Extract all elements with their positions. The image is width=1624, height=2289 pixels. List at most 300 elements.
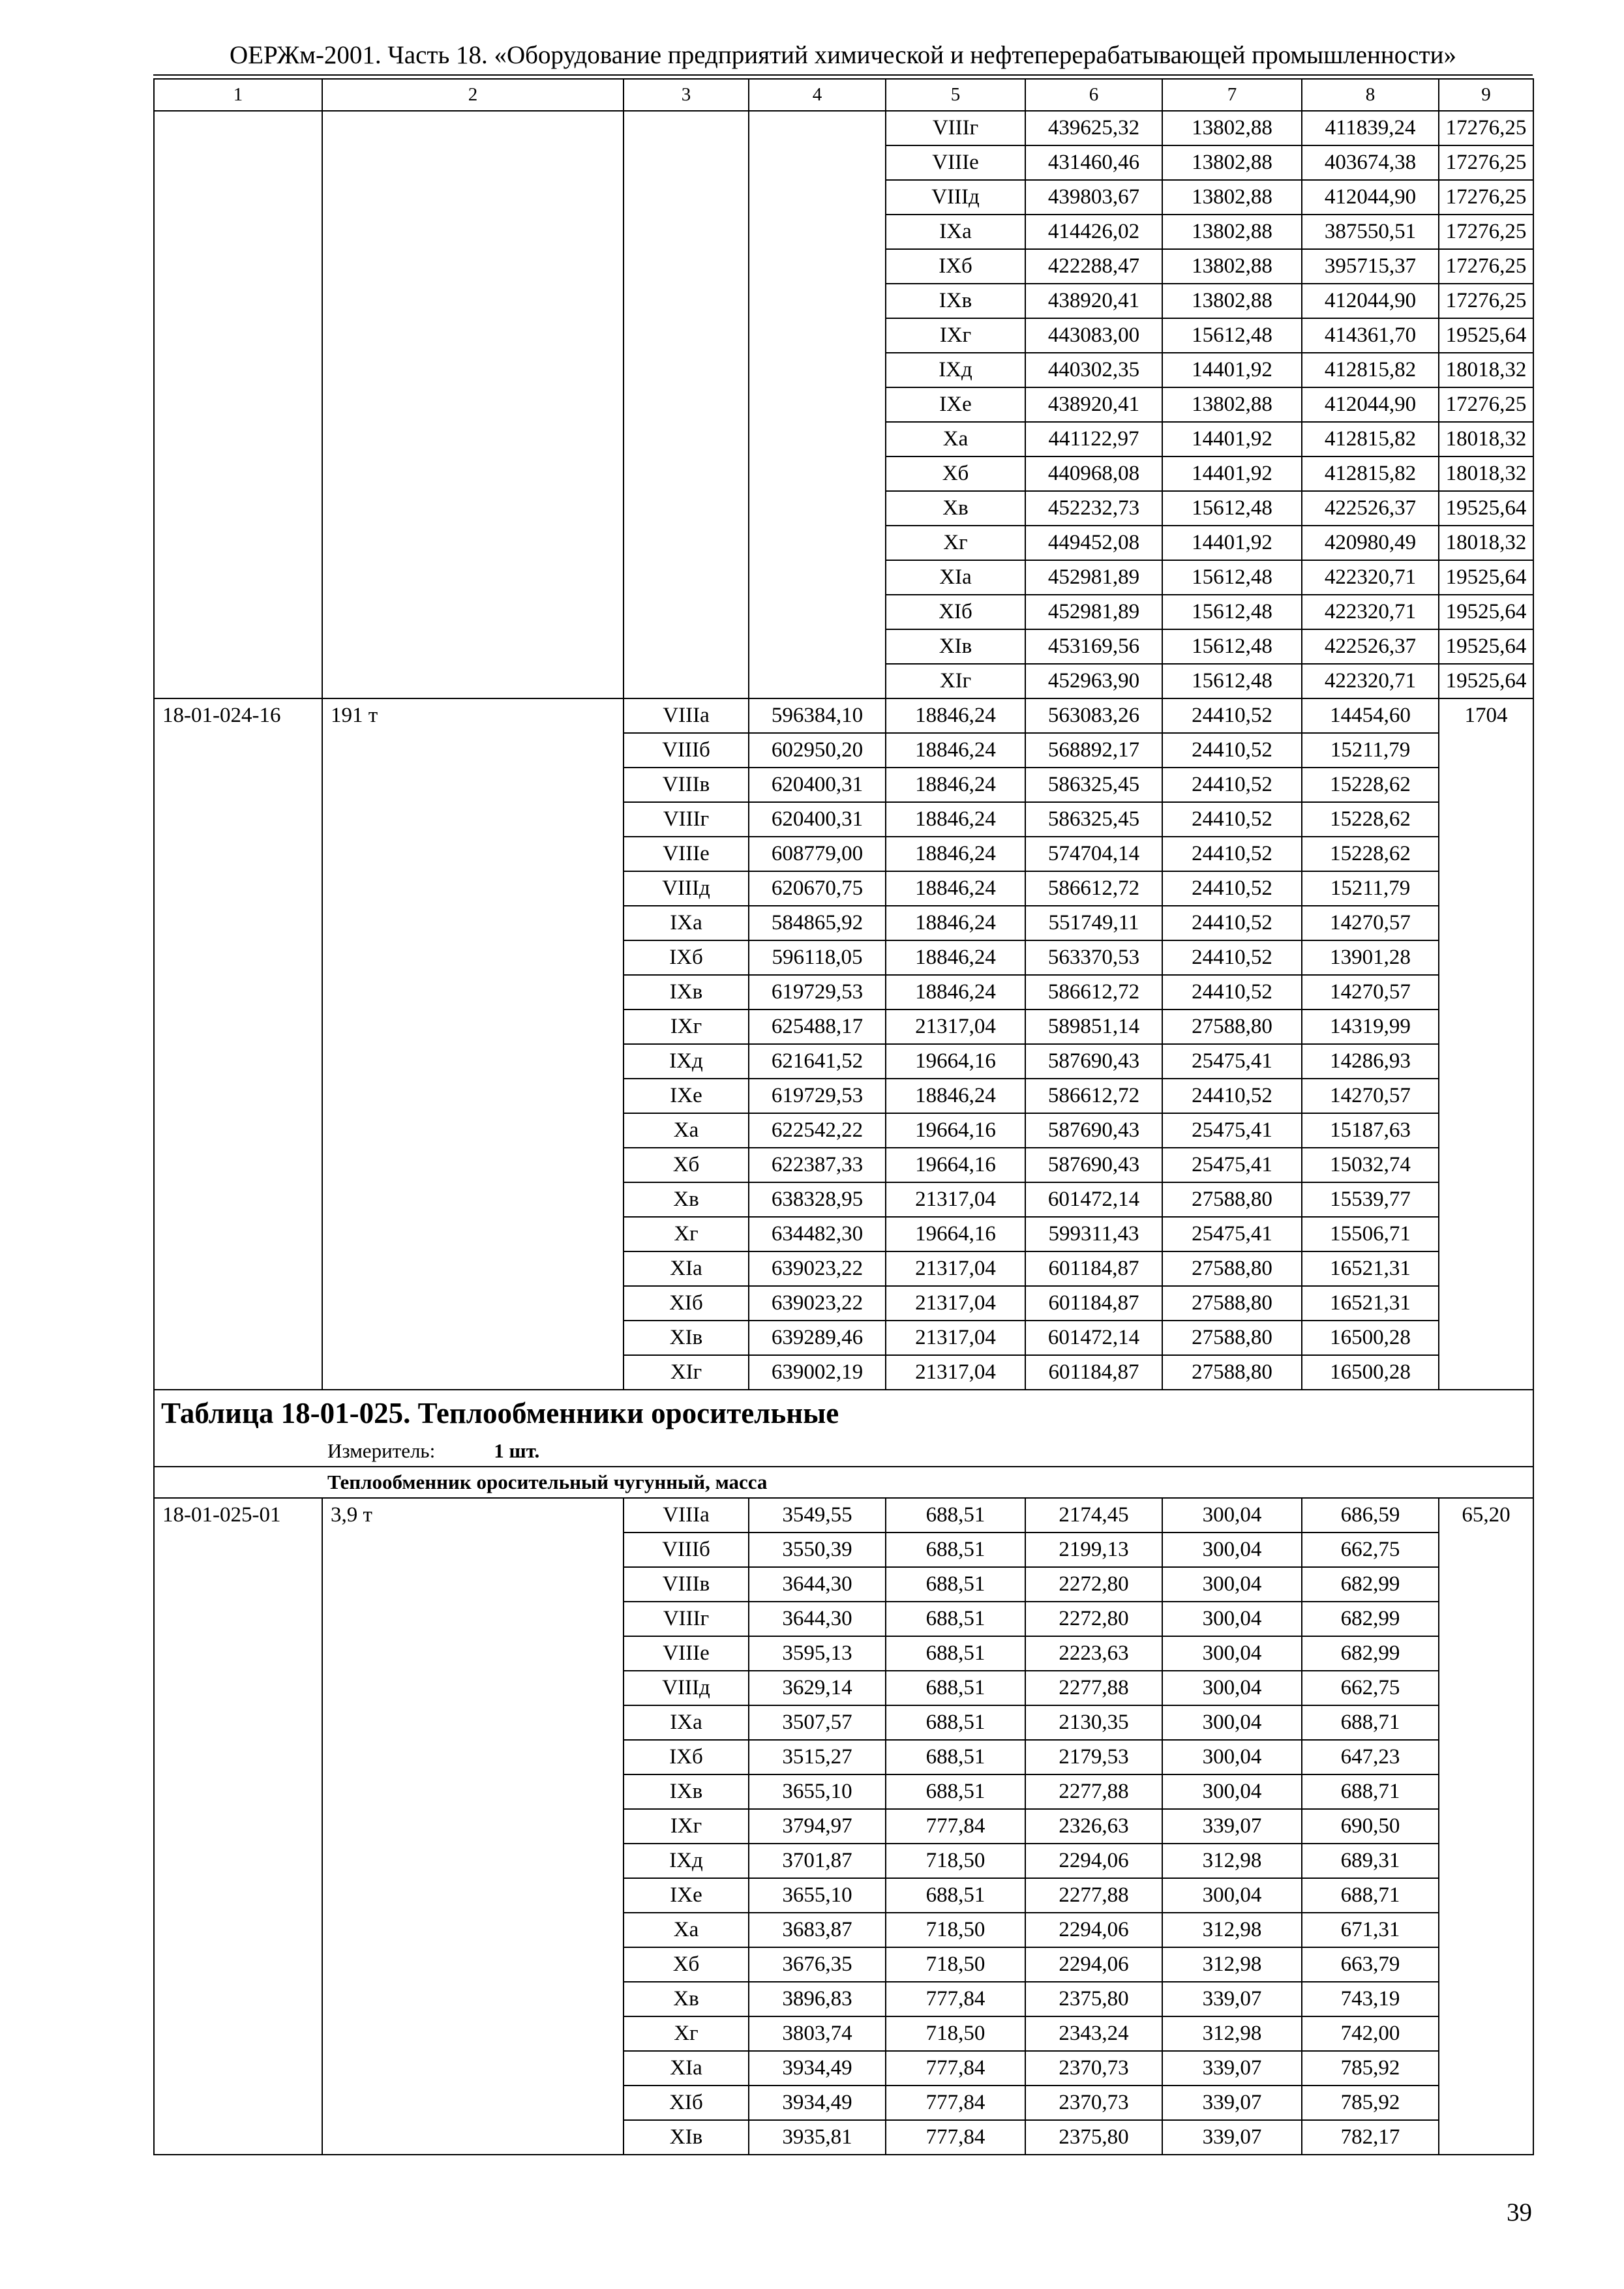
price-value: 18018,32 [1439, 456, 1533, 491]
price-value: 13802,88 [1162, 387, 1302, 422]
zone-code: VIIIд [886, 180, 1025, 215]
column-number: 3 [624, 79, 749, 111]
price-value: 15228,62 [1302, 837, 1439, 871]
price-value: 19525,64 [1439, 629, 1533, 664]
price-value: 414361,70 [1302, 318, 1439, 353]
price-value: 682,99 [1302, 1636, 1439, 1671]
price-value: 21317,04 [886, 1182, 1025, 1217]
price-value: 2272,80 [1025, 1602, 1162, 1636]
zone-code: Xг [624, 2016, 749, 2051]
price-value: 599311,43 [1025, 1217, 1162, 1251]
zone-code: IXб [886, 249, 1025, 284]
price-value: 15612,48 [1162, 560, 1302, 595]
price-value: 586325,45 [1025, 802, 1162, 837]
price-value: 785,92 [1302, 2086, 1439, 2120]
zone-code: VIIIд [624, 871, 749, 906]
price-value: 19525,64 [1439, 664, 1533, 698]
price-value: 422526,37 [1302, 629, 1439, 664]
price-value: 339,07 [1162, 2051, 1302, 2086]
zone-code: Xа [624, 1113, 749, 1148]
price-value: 300,04 [1162, 1567, 1302, 1602]
price-value: 24410,52 [1162, 871, 1302, 906]
price-value: 412044,90 [1302, 387, 1439, 422]
column-number: 7 [1162, 79, 1302, 111]
price-value: 312,98 [1162, 1844, 1302, 1878]
price-value: 395715,37 [1302, 249, 1439, 284]
price-value: 18846,24 [886, 906, 1025, 940]
price-value: 15187,63 [1302, 1113, 1439, 1148]
price-value: 18018,32 [1439, 422, 1533, 456]
price-value: 625488,17 [749, 1010, 886, 1044]
price-value: 3896,83 [749, 1982, 886, 2016]
zone-code: IXа [624, 906, 749, 940]
price-value: 688,51 [886, 1533, 1025, 1567]
zone-code: Xг [886, 526, 1025, 560]
price-value: 568892,17 [1025, 733, 1162, 768]
price-value: 27588,80 [1162, 1182, 1302, 1217]
price-value: 2277,88 [1025, 1671, 1162, 1705]
price-value: 688,71 [1302, 1878, 1439, 1913]
zone-code: VIIIе [624, 1636, 749, 1671]
price-value: 777,84 [886, 1809, 1025, 1844]
price-value: 15612,48 [1162, 595, 1302, 629]
column-number-row [154, 79, 1533, 111]
price-value: 422320,71 [1302, 664, 1439, 698]
price-value: 438920,41 [1025, 284, 1162, 318]
price-value: 3550,39 [749, 1533, 886, 1567]
zone-code: VIIIв [624, 1567, 749, 1602]
price-value: 16500,28 [1302, 1355, 1439, 1390]
zone-code: Xа [886, 422, 1025, 456]
zone-code: Xв [886, 491, 1025, 526]
blank-cell [322, 111, 624, 698]
price-value: 587690,43 [1025, 1113, 1162, 1148]
price-value: 663,79 [1302, 1947, 1439, 1982]
price-value: 412044,90 [1302, 284, 1439, 318]
zone-code: VIIIе [624, 837, 749, 871]
price-value: 24410,52 [1162, 906, 1302, 940]
price-value: 17276,25 [1439, 387, 1533, 422]
price-value: 422526,37 [1302, 491, 1439, 526]
price-value: 682,99 [1302, 1567, 1439, 1602]
price-value: 18018,32 [1439, 526, 1533, 560]
price-value: 21317,04 [886, 1355, 1025, 1390]
meter-label: Измеритель: [327, 1439, 436, 1462]
zone-code: Xв [624, 1182, 749, 1217]
price-value: 3935,81 [749, 2120, 886, 2155]
column-number: 4 [749, 79, 886, 111]
price-value: 634482,30 [749, 1217, 886, 1251]
price-value: 2370,73 [1025, 2086, 1162, 2120]
price-value: 662,75 [1302, 1533, 1439, 1567]
price-value: 777,84 [886, 2051, 1025, 2086]
price-value: 688,51 [886, 1567, 1025, 1602]
price-value: 777,84 [886, 2120, 1025, 2155]
price-value: 411839,24 [1302, 111, 1439, 145]
price-value: 16521,31 [1302, 1286, 1439, 1321]
price-value: 14319,99 [1302, 1010, 1439, 1044]
zone-code: IXг [886, 318, 1025, 353]
price-value: 27588,80 [1162, 1321, 1302, 1355]
price-value: 686,59 [1302, 1498, 1439, 1533]
price-value: 452981,89 [1025, 595, 1162, 629]
section-title: Теплообменник оросительный чугунный, масса [154, 1467, 1533, 1498]
price-value: 2199,13 [1025, 1533, 1162, 1567]
item-mass: 191 т [322, 698, 624, 1390]
price-value: 300,04 [1162, 1533, 1302, 1567]
price-value: 563370,53 [1025, 940, 1162, 975]
price-value: 551749,11 [1025, 906, 1162, 940]
column-number: 5 [886, 79, 1025, 111]
price-value: 15228,62 [1302, 802, 1439, 837]
price-value: 19525,64 [1439, 318, 1533, 353]
zone-code: IXб [624, 940, 749, 975]
price-value: 2130,35 [1025, 1705, 1162, 1740]
price-value: 3934,49 [749, 2051, 886, 2086]
price-value: 2326,63 [1025, 1809, 1162, 1844]
table-title: Таблица 18-01-025. Теплообменники оросительные [154, 1390, 1533, 1436]
price-value: 619729,53 [749, 1079, 886, 1113]
price-value: 17276,25 [1439, 111, 1533, 145]
price-value: 2294,06 [1025, 1947, 1162, 1982]
item-code: 18-01-025-01 [154, 1498, 322, 2155]
zone-code: Xб [624, 1947, 749, 1982]
price-value: 18846,24 [886, 733, 1025, 768]
zone-code: IXе [624, 1079, 749, 1113]
price-value: 563083,26 [1025, 698, 1162, 733]
price-value: 15539,77 [1302, 1182, 1439, 1217]
price-value: 387550,51 [1302, 215, 1439, 249]
price-value: 412044,90 [1302, 180, 1439, 215]
meter-line [154, 1436, 1533, 1467]
price-value: 3683,87 [749, 1913, 886, 1947]
price-value: 14401,92 [1162, 353, 1302, 387]
price-value: 777,84 [886, 2086, 1025, 2120]
price-value: 18018,32 [1439, 353, 1533, 387]
price-value: 339,07 [1162, 1982, 1302, 2016]
price-value: 14454,60 [1302, 698, 1439, 733]
price-value: 3803,74 [749, 2016, 886, 2051]
zone-code: VIIIг [886, 111, 1025, 145]
price-value: 682,99 [1302, 1602, 1439, 1636]
meter-unit: 1 шт. [494, 1439, 540, 1462]
zone-code: VIIIг [624, 802, 749, 837]
price-value: 439803,67 [1025, 180, 1162, 215]
price-value: 3701,87 [749, 1844, 886, 1878]
price-value: 639023,22 [749, 1286, 886, 1321]
price-value: 688,51 [886, 1740, 1025, 1774]
col9-value: 65,20 [1439, 1498, 1533, 2155]
price-value: 300,04 [1162, 1498, 1302, 1533]
price-value: 15211,79 [1302, 733, 1439, 768]
price-value: 596384,10 [749, 698, 886, 733]
price-value: 14270,57 [1302, 1079, 1439, 1113]
zone-code: Xа [624, 1913, 749, 1947]
price-value: 639289,46 [749, 1321, 886, 1355]
price-value: 2370,73 [1025, 2051, 1162, 2086]
price-value: 586612,72 [1025, 1079, 1162, 1113]
table-row [154, 1498, 1533, 1533]
price-value: 601184,87 [1025, 1251, 1162, 1286]
zone-code: IXе [886, 387, 1025, 422]
table-row [154, 698, 1533, 733]
price-value: 13802,88 [1162, 249, 1302, 284]
price-value: 14401,92 [1162, 422, 1302, 456]
price-value: 18846,24 [886, 975, 1025, 1010]
price-value: 2272,80 [1025, 1567, 1162, 1602]
zone-code: VIIIб [624, 1533, 749, 1567]
price-value: 15612,48 [1162, 664, 1302, 698]
price-value: 19664,16 [886, 1148, 1025, 1182]
price-value: 14270,57 [1302, 906, 1439, 940]
price-value: 27588,80 [1162, 1251, 1302, 1286]
price-value: 412815,82 [1302, 353, 1439, 387]
price-value: 3629,14 [749, 1671, 886, 1705]
price-value: 339,07 [1162, 2086, 1302, 2120]
price-value: 15612,48 [1162, 491, 1302, 526]
price-value: 403674,38 [1302, 145, 1439, 180]
zone-code: XIг [886, 664, 1025, 698]
price-value: 601472,14 [1025, 1321, 1162, 1355]
price-value: 3644,30 [749, 1602, 886, 1636]
zone-code: IXв [624, 975, 749, 1010]
zone-code: XIа [624, 2051, 749, 2086]
price-value: 17276,25 [1439, 145, 1533, 180]
zone-code: IXд [624, 1044, 749, 1079]
price-value: 15032,74 [1302, 1148, 1439, 1182]
price-value: 688,51 [886, 1602, 1025, 1636]
price-value: 2277,88 [1025, 1878, 1162, 1913]
price-value: 587690,43 [1025, 1044, 1162, 1079]
blank-cell [154, 111, 322, 698]
price-value: 25475,41 [1162, 1217, 1302, 1251]
price-value: 3655,10 [749, 1878, 886, 1913]
price-value: 19525,64 [1439, 560, 1533, 595]
zone-code: Xв [624, 1982, 749, 2016]
price-value: 312,98 [1162, 1913, 1302, 1947]
price-value: 24410,52 [1162, 768, 1302, 802]
price-value: 15211,79 [1302, 871, 1439, 906]
price-value: 300,04 [1162, 1602, 1302, 1636]
price-value: 689,31 [1302, 1844, 1439, 1878]
price-table [153, 78, 1534, 2155]
price-value: 19525,64 [1439, 595, 1533, 629]
price-value: 785,92 [1302, 2051, 1439, 2086]
running-header: ОЕРЖм-2001. Часть 18. «Оборудование предприятий химической и нефтеперерабатывающей промышленности» [153, 37, 1533, 76]
price-value: 431460,46 [1025, 145, 1162, 180]
price-value: 743,19 [1302, 1982, 1439, 2016]
price-value: 782,17 [1302, 2120, 1439, 2155]
price-value: 300,04 [1162, 1878, 1302, 1913]
price-value: 2343,24 [1025, 2016, 1162, 2051]
zone-code: IXг [624, 1010, 749, 1044]
page-number: 39 [1507, 2198, 1532, 2226]
zone-code: VIIIа [624, 1498, 749, 1533]
price-value: 647,23 [1302, 1740, 1439, 1774]
item-mass [749, 111, 886, 698]
price-value: 622387,33 [749, 1148, 886, 1182]
price-value: 601472,14 [1025, 1182, 1162, 1217]
price-value: 312,98 [1162, 1947, 1302, 1982]
price-value: 17276,25 [1439, 215, 1533, 249]
price-value: 13802,88 [1162, 145, 1302, 180]
price-value: 601184,87 [1025, 1355, 1162, 1390]
price-value: 2375,80 [1025, 1982, 1162, 2016]
price-value: 15612,48 [1162, 629, 1302, 664]
zone-code: XIа [624, 1251, 749, 1286]
price-value: 300,04 [1162, 1740, 1302, 1774]
price-value: 24410,52 [1162, 940, 1302, 975]
price-value: 18846,24 [886, 768, 1025, 802]
price-value: 452963,90 [1025, 664, 1162, 698]
price-value: 777,84 [886, 1982, 1025, 2016]
price-value: 3595,13 [749, 1636, 886, 1671]
price-value: 422320,71 [1302, 595, 1439, 629]
price-value: 662,75 [1302, 1671, 1439, 1705]
price-value: 14286,93 [1302, 1044, 1439, 1079]
price-value: 25475,41 [1162, 1044, 1302, 1079]
price-value: 24410,52 [1162, 975, 1302, 1010]
price-value: 312,98 [1162, 2016, 1302, 2051]
price-value: 14270,57 [1302, 975, 1439, 1010]
price-value: 688,51 [886, 1705, 1025, 1740]
price-value: 688,71 [1302, 1774, 1439, 1809]
price-value: 3507,57 [749, 1705, 886, 1740]
price-value: 300,04 [1162, 1774, 1302, 1809]
price-value: 718,50 [886, 1844, 1025, 1878]
price-value: 2277,88 [1025, 1774, 1162, 1809]
zone-code: IXг [624, 1809, 749, 1844]
price-value: 441122,97 [1025, 422, 1162, 456]
price-value: 620400,31 [749, 768, 886, 802]
price-value: 16521,31 [1302, 1251, 1439, 1286]
price-value: 2294,06 [1025, 1844, 1162, 1878]
price-value: 671,31 [1302, 1913, 1439, 1947]
price-value: 300,04 [1162, 1671, 1302, 1705]
price-value: 2375,80 [1025, 2120, 1162, 2155]
zone-code: Xб [886, 456, 1025, 491]
price-value: 27588,80 [1162, 1010, 1302, 1044]
price-value: 24410,52 [1162, 802, 1302, 837]
zone-code: VIIIе [886, 145, 1025, 180]
item-mass: 3,9 т [322, 1498, 624, 2155]
price-value: 3676,35 [749, 1947, 886, 1982]
zone-code: IXв [886, 284, 1025, 318]
zone-code: IXд [624, 1844, 749, 1878]
price-value: 574704,14 [1025, 837, 1162, 871]
price-value: 3644,30 [749, 1567, 886, 1602]
price-value: 2223,63 [1025, 1636, 1162, 1671]
price-value: 440302,35 [1025, 353, 1162, 387]
zone-code: XIв [624, 2120, 749, 2155]
price-value: 13802,88 [1162, 215, 1302, 249]
price-value: 18846,24 [886, 940, 1025, 975]
zone-code: Xг [624, 1217, 749, 1251]
zone-code: VIIIб [624, 733, 749, 768]
column-number: 8 [1302, 79, 1439, 111]
price-value: 21317,04 [886, 1321, 1025, 1355]
zone-code: IXв [624, 1774, 749, 1809]
zone-code: IXа [886, 215, 1025, 249]
price-value: 3655,10 [749, 1774, 886, 1809]
price-value: 438920,41 [1025, 387, 1162, 422]
price-value: 300,04 [1162, 1705, 1302, 1740]
price-value: 584865,92 [749, 906, 886, 940]
price-value: 587690,43 [1025, 1148, 1162, 1182]
price-value: 639023,22 [749, 1251, 886, 1286]
price-value: 15228,62 [1302, 768, 1439, 802]
column-number: 6 [1025, 79, 1162, 111]
price-value: 14401,92 [1162, 456, 1302, 491]
price-value: 639002,19 [749, 1355, 886, 1390]
price-value: 27588,80 [1162, 1355, 1302, 1390]
item-code: 18-01-024-16 [154, 698, 322, 1390]
price-value: 13802,88 [1162, 111, 1302, 145]
zone-code: VIIIд [624, 1671, 749, 1705]
price-value: 443083,00 [1025, 318, 1162, 353]
price-value: 619729,53 [749, 975, 886, 1010]
price-value: 24410,52 [1162, 1079, 1302, 1113]
price-value: 422320,71 [1302, 560, 1439, 595]
price-value: 453169,56 [1025, 629, 1162, 664]
table-row [154, 111, 1533, 145]
zone-code: XIб [624, 2086, 749, 2120]
price-value: 3794,97 [749, 1809, 886, 1844]
price-value: 16500,28 [1302, 1321, 1439, 1355]
price-value: 18846,24 [886, 871, 1025, 906]
zone-code: XIб [624, 1286, 749, 1321]
price-value: 742,00 [1302, 2016, 1439, 2051]
price-value: 452232,73 [1025, 491, 1162, 526]
price-value: 19664,16 [886, 1113, 1025, 1148]
zone-code: IXд [886, 353, 1025, 387]
price-value: 586325,45 [1025, 768, 1162, 802]
price-value: 452981,89 [1025, 560, 1162, 595]
price-value: 2179,53 [1025, 1740, 1162, 1774]
zone-code: XIа [886, 560, 1025, 595]
zone-code: XIб [886, 595, 1025, 629]
price-value: 18846,24 [886, 837, 1025, 871]
price-value: 24410,52 [1162, 837, 1302, 871]
price-value: 17276,25 [1439, 180, 1533, 215]
price-value: 440968,08 [1025, 456, 1162, 491]
price-value: 18846,24 [886, 698, 1025, 733]
price-value: 690,50 [1302, 1809, 1439, 1844]
price-value: 718,50 [886, 1947, 1025, 1982]
price-value: 19664,16 [886, 1217, 1025, 1251]
price-value: 688,51 [886, 1878, 1025, 1913]
zone-code: XIг [624, 1355, 749, 1390]
price-value: 586612,72 [1025, 975, 1162, 1010]
price-value: 620400,31 [749, 802, 886, 837]
price-value: 17276,25 [1439, 284, 1533, 318]
price-value: 589851,14 [1025, 1010, 1162, 1044]
price-value: 688,51 [886, 1671, 1025, 1705]
price-value: 3549,55 [749, 1498, 886, 1533]
price-value: 688,51 [886, 1498, 1025, 1533]
price-value: 19525,64 [1439, 491, 1533, 526]
price-value: 638328,95 [749, 1182, 886, 1217]
zone-code: IXб [624, 1740, 749, 1774]
zone-code: XIв [624, 1321, 749, 1355]
price-value: 412815,82 [1302, 456, 1439, 491]
price-value: 24410,52 [1162, 733, 1302, 768]
price-value: 18846,24 [886, 1079, 1025, 1113]
price-value: 586612,72 [1025, 871, 1162, 906]
price-value: 718,50 [886, 1913, 1025, 1947]
price-value: 18846,24 [886, 802, 1025, 837]
column-number: 1 [154, 79, 322, 111]
